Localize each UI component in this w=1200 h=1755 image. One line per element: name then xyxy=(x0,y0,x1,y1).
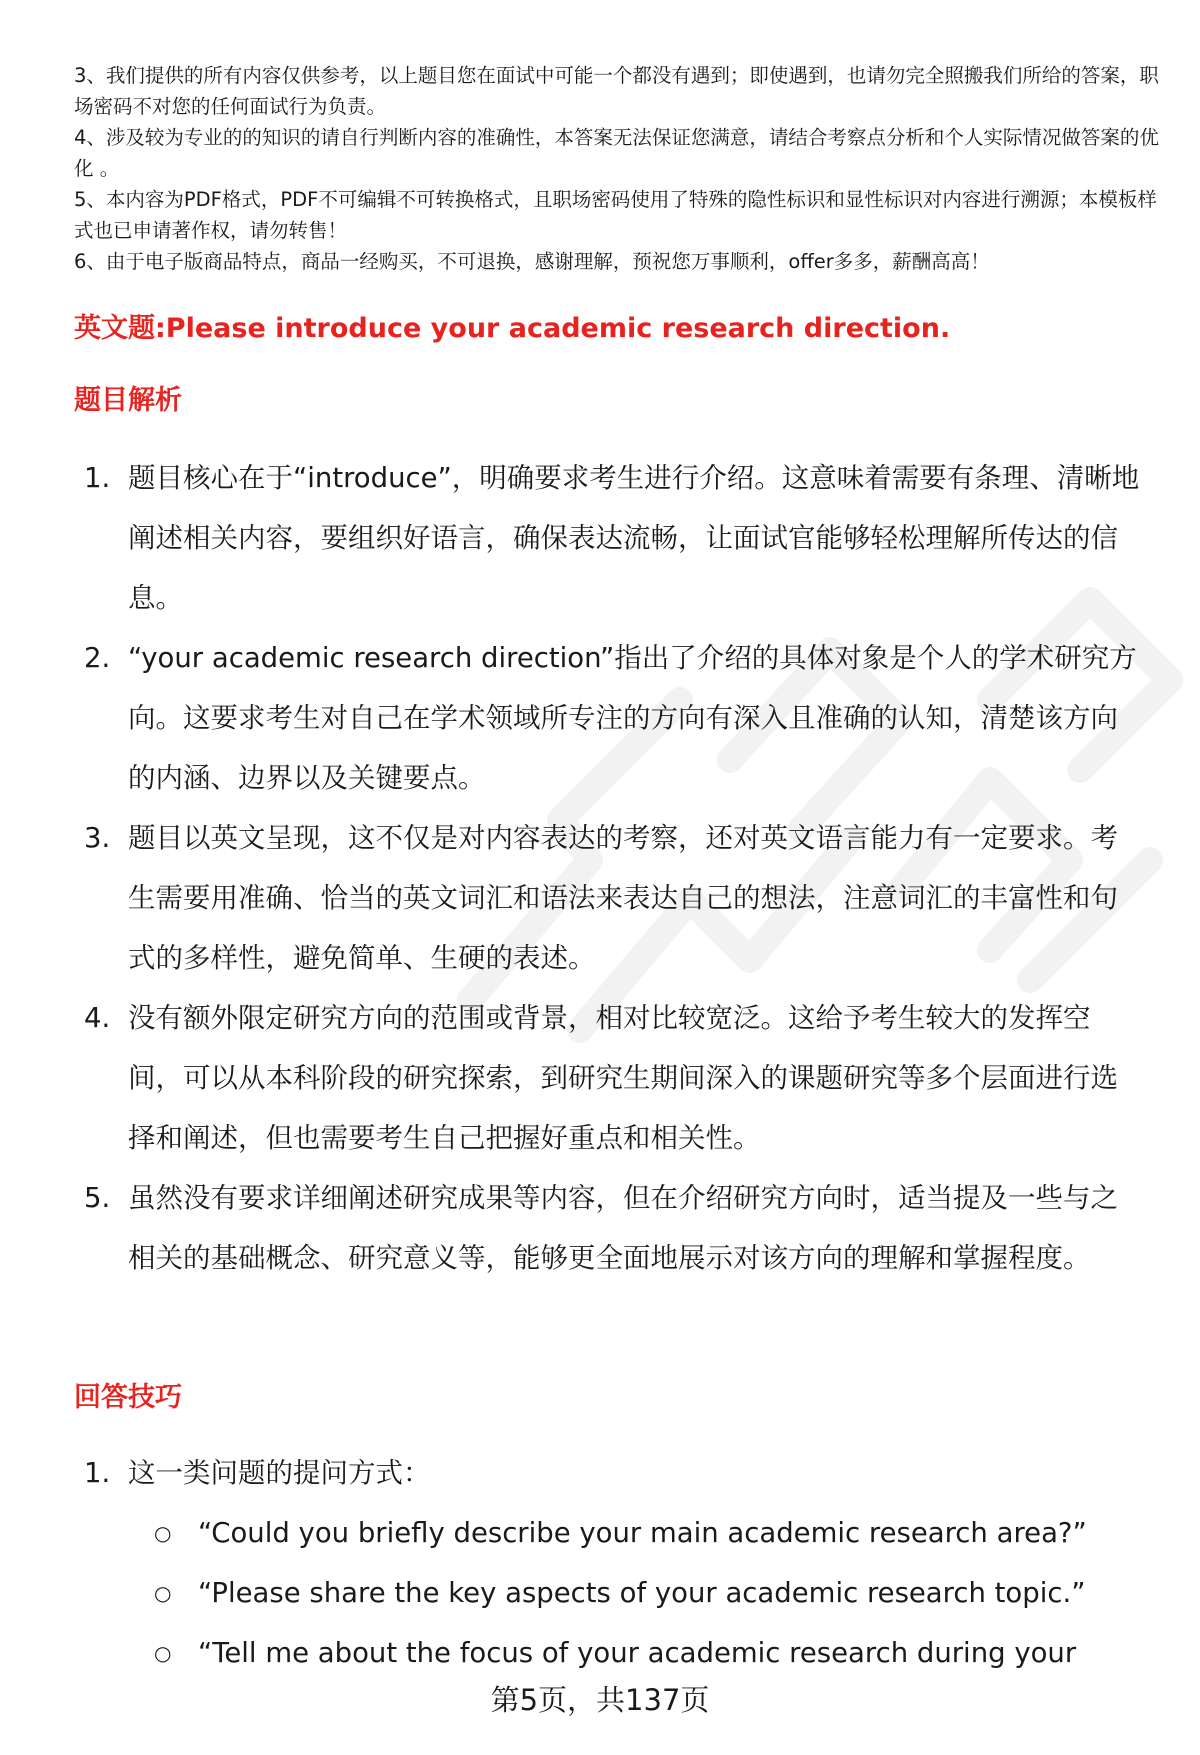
list-item-number: 1. xyxy=(84,1457,111,1489)
analysis-title: 题目解析 xyxy=(74,385,182,416)
page-number-footer: 第5页，共137页 xyxy=(490,1683,710,1717)
sub-list-item-text: “Please share the key aspects of your academic research topic.” xyxy=(198,1577,1086,1609)
note-4: 4、涉及较为专业的的知识的请自行判断内容的准确性，本答案无法保证您满意，请结合考察点分析和个人实际情况做答案的优化 。 xyxy=(74,126,1159,180)
list-item-text: 虽然没有要求详细阐述研究成果等内容，但在介绍研究方向时，适当提及一些与之相关的基础概念、研究意义等，能够更全面地展示对该方向的理解和掌握程度。 xyxy=(128,1182,1118,1274)
list-item-text: “your academic research direction”指出了介绍的具体对象是个人的学术研究方向。这要求考生对自己在学术领域所专注的方向有深入且准确的认知，清楚该方向的内涵、边界以及关键要点。 xyxy=(128,642,1137,794)
notes-block xyxy=(74,60,1164,277)
list-item-number: 3. xyxy=(84,822,111,854)
tips-title: 回答技巧 xyxy=(74,1382,182,1413)
circle-bullet-icon: ○ xyxy=(154,1581,172,1605)
list-item-number: 2. xyxy=(84,642,111,674)
list-item xyxy=(84,1443,1144,1683)
analysis-list xyxy=(84,448,1144,1288)
list-item-text: 题目核心在于“introduce”，明确要求考生进行介绍。这意味着需要有条理、清晰地阐述相关内容，要组织好语言，确保表达流畅，让面试官能够轻松理解所传达的信息。 xyxy=(128,462,1140,614)
question-examples-list xyxy=(128,1503,1144,1683)
list-item-text: 题目以英文呈现，这不仅是对内容表达的考察，还对英文语言能力有一定要求。考生需要用准确、恰当的英文词汇和语法来表达自己的想法，注意词汇的丰富性和句式的多样性，避免简单、生硬的表述。 xyxy=(128,822,1118,974)
list-item xyxy=(84,628,1144,808)
list-item-number: 5. xyxy=(84,1182,111,1214)
sub-list-item xyxy=(154,1623,1144,1683)
list-item-number: 4. xyxy=(84,1002,111,1034)
list-item xyxy=(84,988,1144,1168)
list-item xyxy=(84,808,1144,988)
note-3: 3、我们提供的所有内容仅供参考，以上题目您在面试中可能一个都没有遇到；即使遇到，也请勿完全照搬我们所给的答案，职场密码不对您的任何面试行为负责。 xyxy=(74,64,1159,118)
circle-bullet-icon: ○ xyxy=(154,1521,172,1545)
note-5: 5、本内容为PDF格式，PDF不可编辑不可转换格式，且职场密码使用了特殊的隐性标识和显性标识对内容进行溯源；本模板样式也已申请著作权，请勿转售！ xyxy=(74,188,1157,242)
tips-list xyxy=(84,1443,1144,1683)
list-item-text: 这一类问题的提问方式： xyxy=(128,1457,431,1489)
note-6: 6、由于电子版商品特点，商品一经购买，不可退换，感谢理解，预祝您万事顺利，offer多多，薪酬高高！ xyxy=(74,250,990,273)
list-item xyxy=(84,448,1144,628)
list-item-text: 没有额外限定研究方向的范围或背景，相对比较宽泛。这给予考生较大的发挥空间，可以从本科阶段的研究探索，到研究生期间深入的课题研究等多个层面进行选择和阐述，但也需要考生自己把握好重点和相关性。 xyxy=(128,1002,1118,1154)
sub-list-item xyxy=(154,1503,1144,1563)
sub-list-item-text: “Could you briefly describe your main academic research area?” xyxy=(198,1517,1087,1549)
sub-list-item xyxy=(154,1563,1144,1623)
sub-list-item-text: “Tell me about the focus of your academic research during your xyxy=(198,1637,1077,1669)
list-item-number: 1. xyxy=(84,462,111,494)
question-heading: 英文题:Please introduce your academic research direction. xyxy=(74,313,951,344)
circle-bullet-icon: ○ xyxy=(154,1641,172,1665)
list-item xyxy=(84,1168,1144,1288)
